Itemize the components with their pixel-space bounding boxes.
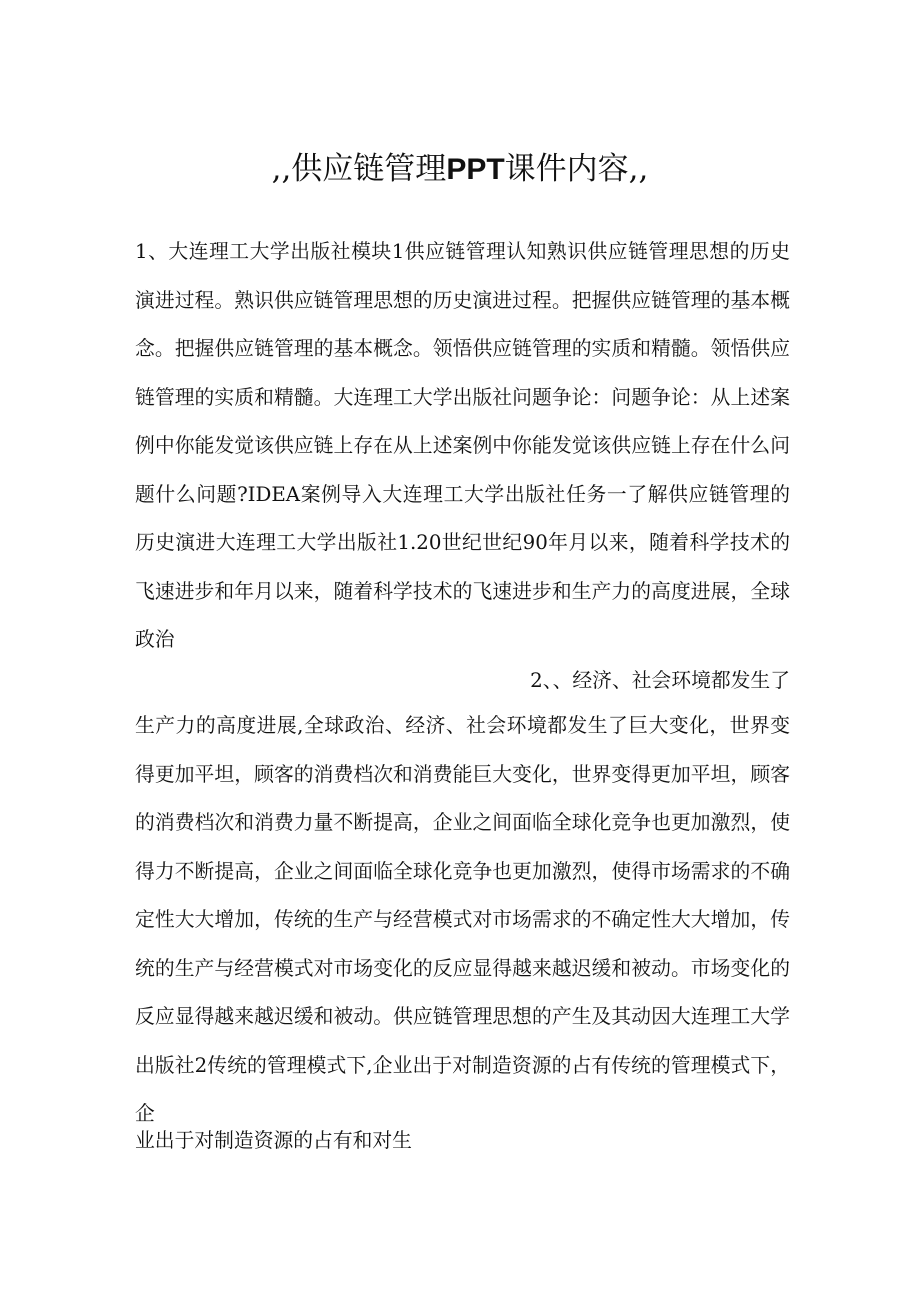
document-title [0,147,920,192]
paragraph-3: 业出于对制造资源的占有和对生 [135,1129,412,1152]
paragraph-1: 1、大连理工大学出版社模块1供应链管理认知熟识供应链管理思想的历史演进过程。熟识供应链管理思想的历史演进过程。把握供应链管理的基本概念。把握供应链管理的基本概念。领悟供应链管理的实质和精髓。领悟供应链管理的实质和精髓。大连理工大学出版社问题争论：问题争论：从上述案例中你能发觉该供应链上存在从上述案例中你能发觉该供应链上存在什么问题什么问题?IDEA案例导入大连理工大学出版社任务一了解供应链管理的历史演进大连理工大学出版社1.20世纪世纪90年月以来，随着科学技术的飞速进步和年月以来，随着科学技术的飞速进步和生产力的高度进展，全球政治 [135,240,790,651]
paragraph-2-lead: 2、、经济、社会环境都发生了 [530,669,790,692]
title-suffix: 课件内容,, [504,151,649,187]
paragraph-2: 生产力的高度进展,全球政治、经济、社会环境都发生了巨大变化，世界变得更加平坦，顾客的消费档次和消费能巨大变化，世界变得更加平坦，顾客的消费档次和消费力量不断提高，企业之间面临全球化竞争也更加激烈，使得力不断提高，企业之间面临全球化竞争也更加激烈，使得市场需求的不确定性大大增加，传统的生产与经营模式对市场需求的不确定性大大增加，传统的生产与经营模式对市场变化的反应显得越来越迟缓和被动。市场变化的反应显得越来越迟缓和被动。供应链管理思想的产生及其动因大连理工大学出版社2传统的管理模式下,企业出于对制造资源的占有传统的管理模式下，企 [135,714,790,1125]
title-emphasis: PPT [446,153,505,186]
title-prefix: ,,供应链管理 [271,151,447,187]
